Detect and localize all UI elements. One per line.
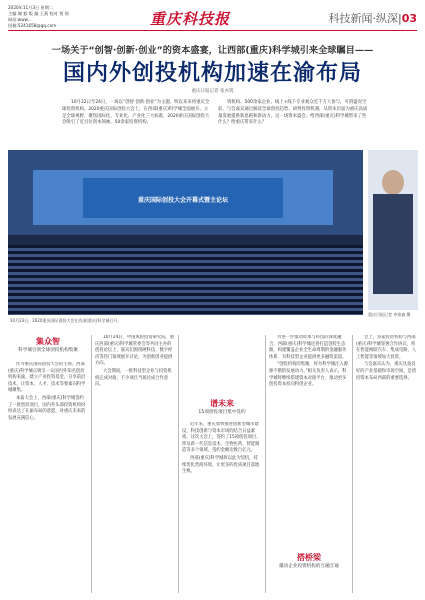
column-divider xyxy=(352,335,353,593)
section-subhead-desc: 科学城引领全球创投机构集聚 xyxy=(18,348,78,353)
column-5 xyxy=(356,335,418,593)
side-photo-caption: 重庆日报记者 齐岚森 摄 xyxy=(368,312,411,317)
paragraph: 会上，多家投资机构与西部(重庆)科学城签署合作协议，将在智能网联汽车、集成电路、人工智能等领域加大投资。 xyxy=(356,335,417,360)
photo-caption: 10月23日，2020重庆国际创投大会在西部(重庆)科学城召开。 xyxy=(10,318,122,323)
speaker-head xyxy=(382,170,404,195)
section-subhead-name: 搭桥梁 xyxy=(297,552,321,562)
meta-line: 投稿:5241658@qq.com xyxy=(8,23,57,28)
meta-line: 2020年11月3日 星期二 xyxy=(8,5,54,10)
speaker-body xyxy=(373,194,413,294)
paragraph: 作为重庆国际创投大会的主场，西部(重庆)科学城正吸引一众国内外知名创投机构来渝，建立产业投资基金，分享前沿技术，让资本、人才、技术等要素向科学城聚集。 xyxy=(8,362,86,394)
section-subhead xyxy=(8,336,88,353)
speaker-photo xyxy=(368,150,418,310)
column-divider xyxy=(265,335,266,593)
meta-line: 主编 谢 毅 版 编 王燕 校对 贾 铭 xyxy=(8,11,69,16)
paper-name: 重庆科技报 xyxy=(150,10,231,28)
section-subhead-desc: 撬动企业投资机构的互融互通 xyxy=(279,564,339,569)
page-number: 03 xyxy=(401,12,417,25)
lede-right: 资机构、500余家企业、线上+线下专业观众近千万人参与，可谓盛况空前。与会嘉宾通过解读全球创投趋势、研判投资机遇，从资本层面为重庆高质量发展提供新思路和新动力。这一场资本盛会，给西部(重庆)科学城带来了些什么？给重庆带来什么？ xyxy=(218,100,368,126)
conference-photo xyxy=(8,150,363,315)
section-subhead-name: 集众智 xyxy=(36,336,60,346)
paragraph: 本届大会上，西部(重庆)科学城签约了一批创投项目，国内外头部投资机构纷纷表达了在渝布局的意愿，对重庆未来的发展充满信心。 xyxy=(8,395,86,421)
paragraph: 近年来，重庆加快推进创新型城市建设，科技创新与资本市场的结合日益紧密。这次大会上，签约了15项创投项目，涉及新一代信息技术、生物医药、智能制造等多个领域，签约金额达数百亿元。 xyxy=(182,422,261,454)
masthead-meta xyxy=(8,5,78,29)
paragraph: 西部(重庆)科学城将以此为契机，持续优化营商环境，让更多的优质项目落地生根。 xyxy=(182,455,260,475)
section-subhead xyxy=(182,398,262,415)
column-divider xyxy=(178,335,179,593)
header-rule xyxy=(8,30,417,31)
column-2 xyxy=(95,335,175,593)
column-4 xyxy=(269,335,349,545)
kicker: 一场关于“创智·创新·创业”的资本盛宴，让西部(重庆)科学城引来全球瞩目—— xyxy=(51,45,374,56)
paragraph: 10月24日，中国风险投资研究院、重庆西部(重庆)科学城管委会等共同主办的创投论坛上，嘉宾们围绕硬科技、数字经济等热门领域展开讨论，为创新创业提供方向。 xyxy=(95,335,175,367)
paragraph: 与会嘉宾认为，重庆具备良好的产业基础和市场空间，是创投资本布局西部的重要选择。 xyxy=(356,362,417,381)
section-name: 科技新闻·纵深 xyxy=(328,12,398,25)
photo-stage-title: 重庆国际创投大会开幕式暨主论坛 xyxy=(137,197,228,204)
paragraph: 大会期间，一批科技型企业与投资机构完成对接，不少项目当场达成合作意向。 xyxy=(95,368,172,388)
column-3 xyxy=(182,422,262,592)
section-heading: 科技新闻·纵深|03 xyxy=(328,12,417,25)
headline: 国内外创投机构加速在渝布局 xyxy=(62,60,362,86)
meta-line: 网站:www... xyxy=(8,17,32,22)
lede-left: 10月22日至24日，一场以“创智·创新·创业”为主题，明以来来将重庆全球投资机构。2020重庆国际创投大会上，在西部(重庆)科学城全面展开。立足全球视野，聚焦国际化、专业化、产业化三大标准，2020重庆国际创投大会吸引了近百位资本领袖、50余家投资机构。 xyxy=(62,100,210,126)
byline: 重庆日报记者 张亦筑 xyxy=(191,89,234,94)
column-1 xyxy=(8,362,88,594)
section-subhead xyxy=(269,552,349,569)
paragraph: 为进一步推动资本与科技的深度融合，西部(重庆)科学城还将打造创投生态圈，构建覆盖企业全生命周期的金融服务体系，为科技型企业提供更多融资渠道。 xyxy=(269,335,347,360)
photo-audience xyxy=(8,245,363,315)
paragraph: “创投机构的集聚，将为科学城注入源源不断的发展动力。”相关负责人表示，科学城将继续搭建资本对接平台，推动更多创投资本投向科创企业。 xyxy=(269,362,348,388)
section-subhead-desc: 15项创投项目集中签约 xyxy=(198,410,246,415)
section-subhead-name: 谱未来 xyxy=(210,398,234,408)
column-divider xyxy=(91,335,92,593)
